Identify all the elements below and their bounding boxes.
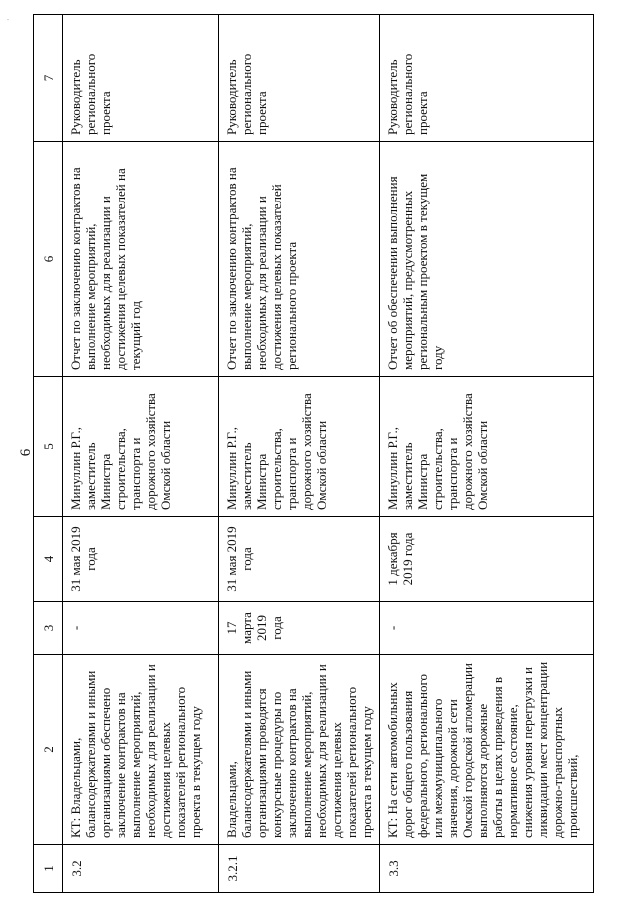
column-header: 1 <box>34 845 63 893</box>
end-date-cell: 31 мая 2019 года <box>219 517 380 602</box>
row-number: 3.3 <box>380 845 594 893</box>
responsible-cell: Минуллин Р.Г., заместитель Министра строительства, транспорта и дорожного хозяйства Омской области <box>63 377 219 517</box>
column-header: 4 <box>34 517 63 602</box>
column-header: 6 <box>34 142 63 377</box>
table-row <box>380 15 594 893</box>
table-row <box>63 15 219 893</box>
result-cell: Отчет по заключению контрактов на выполнение мероприятий, необходимых для реализации и достижения целевых показателей на текущий год <box>63 142 219 377</box>
start-date-cell: - <box>63 602 219 655</box>
level-cell: Руководитель регионального проекта <box>219 15 380 142</box>
page-number: 6 <box>18 448 34 457</box>
event-cell: КТ: Владельцами, балансодержателями и иными организациями обеспечено заключение контрактов на выполнение мероприятий, необходимых для реализации и достижения целевых показателей регионального проекта в текущем году <box>63 655 219 845</box>
column-header: 3 <box>34 602 63 655</box>
end-date-cell: 31 мая 2019 года <box>63 517 219 602</box>
header-row <box>34 15 63 893</box>
corner-mark: · <box>4 18 13 21</box>
level-cell: Руководитель регионального проекта <box>380 15 594 142</box>
table-row <box>219 15 380 893</box>
column-header: 7 <box>34 15 63 142</box>
end-date-cell: 1 декабря 2019 года <box>380 517 594 602</box>
result-cell: Отчет по заключению контрактов на выполнение мероприятий, необходимых для реализации и достижения целевых показателей регионального проекта <box>219 142 380 377</box>
result-cell: Отчет об обеспечении выполнения мероприятий, предусмотренных региональным проектом в текущем году <box>380 142 594 377</box>
row-number: 3.2.1 <box>219 845 380 893</box>
row-number: 3.2 <box>63 845 219 893</box>
event-cell: Владельцами, балансодержателями и иными организациями проводятся конкурсные процедуры по заключению контрактов на выполнение мероприятий, необходимых для реализации и достижения целевых показателей регионального проекта в текущем году <box>219 655 380 845</box>
level-cell: Руководитель регионального проекта <box>63 15 219 142</box>
start-date-cell: - <box>380 602 594 655</box>
event-cell: КТ: На сети автомобильных дорог общего пользования федерального, регионального или межмуниципального значения, дорожной сети Омской городской агломерации выполняются дорожные работы в целях приведения в нормативное состояние, снижения уровня перегрузки и ликвидации мест концентрации дорожно-транспортных происшествий, <box>380 655 594 845</box>
column-header: 2 <box>34 655 63 845</box>
responsible-cell: Минуллин Р.Г., заместитель Министра строительства, транспорта и дорожного хозяйства Омской области <box>380 377 594 517</box>
start-date-cell: 17 марта 2019 года <box>219 602 380 655</box>
column-header: 5 <box>34 377 63 517</box>
responsible-cell: Минуллин Р.Г., заместитель Министра строительства, транспорта и дорожного хозяйства Омской области <box>219 377 380 517</box>
schedule-table <box>33 14 594 893</box>
